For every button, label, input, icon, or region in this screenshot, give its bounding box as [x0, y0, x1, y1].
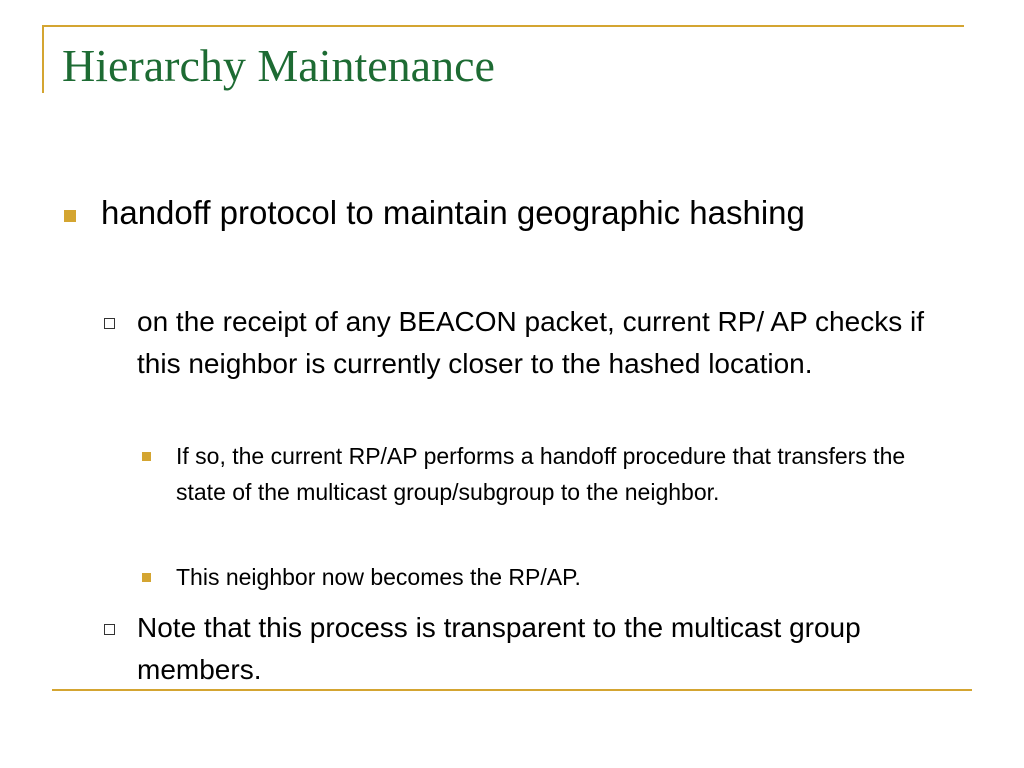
filled-square-bullet-icon: [64, 210, 76, 222]
bullet-text: on the receipt of any BEACON packet, current RP/ AP checks if this neighbor is currently closer to the hashed location.: [137, 306, 924, 379]
bullet-text: This neighbor now becomes the RP/AP.: [176, 564, 581, 590]
bullet-level2-item: [137, 607, 897, 691]
bullet-level1-item: [101, 190, 901, 236]
hollow-square-bullet-icon: [104, 624, 115, 635]
bullet-text: Note that this process is transparent to the multicast group members.: [137, 612, 861, 685]
bullet-level2-item: [137, 301, 937, 385]
bullet-level3-item: [176, 438, 946, 510]
slide-frame-top-rule: [42, 25, 964, 27]
bullet-text: handoff protocol to maintain geographic hashing: [101, 194, 805, 231]
hollow-square-bullet-icon: [104, 318, 115, 329]
slide-frame-bottom-rule: [52, 689, 972, 691]
bullet-level3-item: [176, 559, 966, 595]
bullet-text: If so, the current RP/AP performs a handoff procedure that transfers the state of the multicast group/subgroup to the neighbor.: [176, 443, 906, 505]
slide-frame-left-rule: [42, 25, 44, 93]
filled-square-bullet-icon: [142, 573, 151, 582]
slide-title: Hierarchy Maintenance: [62, 40, 495, 91]
filled-square-bullet-icon: [142, 452, 151, 461]
